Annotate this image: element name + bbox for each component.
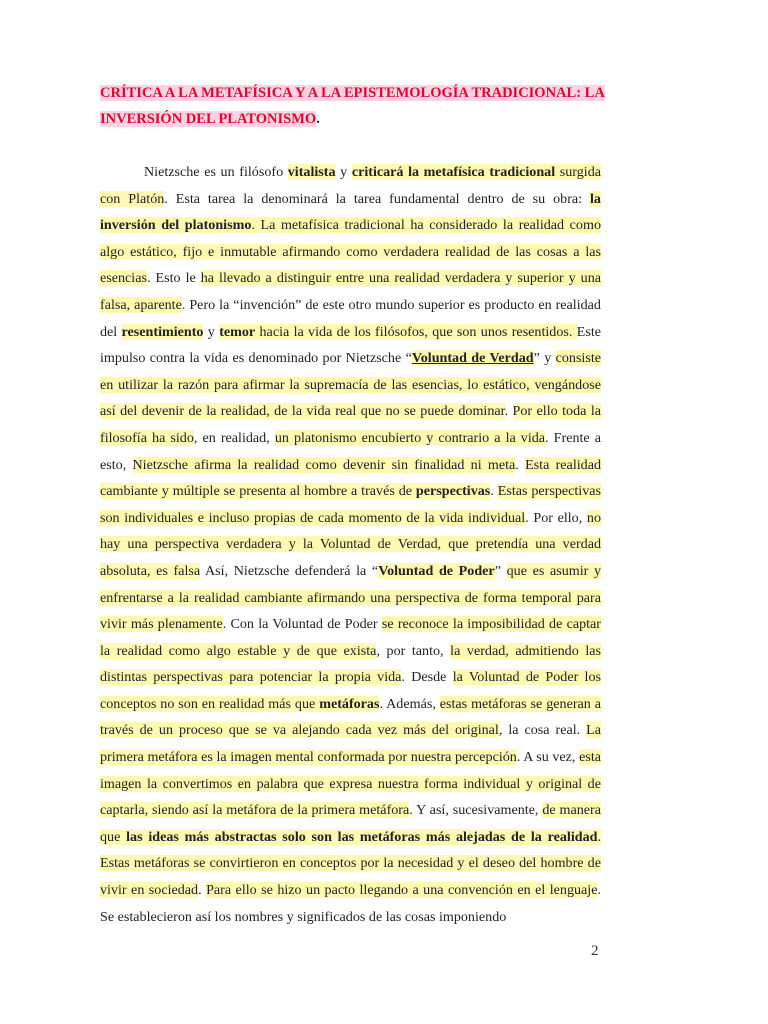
highlighted-text: Por ello toda la filosofía ha sido bbox=[100, 403, 602, 446]
highlighted-text: estas metáforas se generan a través de un proceso que se va alejando cada vez más del original bbox=[100, 695, 601, 739]
highlighted-text: criticará la metafísica tradicional bbox=[351, 164, 556, 180]
section-title bbox=[100, 80, 605, 132]
highlighted-text: Esta realidad cambiante y múltiple se presenta al hombre a través de bbox=[100, 456, 601, 500]
highlighted-text: . Estas metáforas se convirtieron en conceptos por la necesidad y el deseo del hombre de vivir en sociedad bbox=[100, 828, 602, 899]
highlighted-text: vitalista bbox=[287, 164, 336, 180]
text-segment: y bbox=[203, 323, 220, 340]
text-segment: . Esta tarea la denominará la tarea fundamental dentro de su obra: bbox=[164, 190, 591, 207]
page-number: 2 bbox=[591, 943, 599, 959]
text-segment: . Desde bbox=[401, 669, 453, 686]
text-segment: Este impulso contra la vida es denominado por Nietzsche “ bbox=[100, 323, 602, 367]
text-segment: . bbox=[515, 456, 526, 473]
text-segment: y bbox=[335, 164, 352, 180]
text-segment: . Además, bbox=[379, 695, 440, 712]
highlighted-text: ha llevado a distinguir entre una realidad verdadera y superior y una falsa, aparente bbox=[100, 270, 601, 313]
title-line-1: CRÍTICA A LA METAFÍSICA Y A LA EPISTEMOLOGÍA TRADICIONAL: LA bbox=[100, 85, 605, 101]
highlighted-text: las ideas más abstractas solo son las metáforas más alejadas de la realidad bbox=[126, 828, 598, 845]
highlighted-text: Voluntad de Poder bbox=[378, 562, 495, 579]
text-segment: . bbox=[490, 483, 498, 500]
text-segment: . Se establecieron así los nombres y significados de las cosas imponiendo bbox=[100, 882, 601, 925]
text-segment: . Con la Voluntad de Poder bbox=[222, 616, 382, 633]
highlighted-text: de manera que bbox=[100, 802, 601, 845]
highlighted-text: Estas perspectivas son individuales e incluso propias de cada momento de la vida individual bbox=[100, 483, 602, 526]
text-segment: Nietzsche es un filósofo bbox=[144, 164, 288, 180]
highlighted-text: hacia la vida de los filósofos, que son unos resentidos. bbox=[255, 323, 577, 340]
text-segment: , la cosa real. bbox=[498, 722, 587, 739]
text-segment: . bbox=[198, 882, 207, 899]
highlighted-text: . La metafísica tradicional ha considerado la realidad como algo estático, fijo e inmutable afirmando como verdadera realidad de las cosas a las esencias bbox=[100, 217, 601, 287]
title-period: . bbox=[316, 111, 320, 127]
text-segment: . Y así, sucesivamente, bbox=[409, 802, 543, 819]
title-line-2: INVERSIÓN DEL PLATONISMO bbox=[100, 111, 317, 127]
text-segment: . Esto le bbox=[146, 270, 201, 287]
body-paragraph bbox=[100, 159, 601, 930]
text-segment: . Frente a esto, bbox=[100, 429, 601, 473]
highlighted-text: se reconoce la imposibilidad de captar la realidad como algo estable y de que exista bbox=[100, 616, 601, 659]
highlighted-text: un platonismo encubierto y contrario a la vida bbox=[274, 429, 546, 446]
highlighted-text: consiste en utilizar la razón para afirmar la supremacía de las esencias, lo estático, vengándose así del devenir de la realidad, de la vida real que no se puede dominar bbox=[100, 350, 601, 420]
highlighted-text: que es asumir y enfrentarse a la realidad cambiante afirmando una perspectiva de forma temporal para vivir más plenamente bbox=[100, 562, 602, 633]
highlighted-text: perspectivas bbox=[415, 483, 491, 500]
highlighted-text: la Voluntad de Poder los conceptos no son en realidad más que bbox=[100, 669, 601, 712]
text-segment: . A su vez, bbox=[516, 749, 580, 766]
highlighted-text: Voluntad de Verdad bbox=[411, 350, 534, 367]
text-segment: . bbox=[504, 403, 513, 420]
text-segment: . Pero la “invención” de este otro mundo superior es producto en realidad del bbox=[100, 296, 601, 340]
highlighted-text: resentimiento bbox=[121, 323, 204, 340]
text-segment: ” bbox=[494, 562, 507, 579]
text-segment: . Por ello, bbox=[525, 509, 587, 526]
text-segment: , en realidad, bbox=[193, 429, 275, 446]
text-segment: , por tanto, bbox=[376, 642, 451, 659]
text-segment: Así, Nietzsche defenderá la “ bbox=[200, 562, 379, 579]
highlighted-text: la verdad, admitiendo las distintas perspectivas para potenciar la propia vida bbox=[100, 642, 601, 686]
highlighted-text: no hay una perspectiva verdadera y la Voluntad de Verdad, que pretendía una verdad absoluta, es falsa bbox=[100, 509, 601, 579]
highlighted-text: temor bbox=[219, 323, 256, 340]
highlighted-text: metáforas bbox=[319, 695, 380, 712]
highlighted-text: Para ello se hizo un pacto llegando a una convención en el lenguaje bbox=[206, 882, 598, 899]
highlighted-text: esta imagen la convertimos en palabra que expresa nuestra forma individual y original de captarla, siendo así la metáfora de la primera metáfora bbox=[100, 749, 602, 819]
highlighted-text: La primera metáfora es la imagen mental conformada por nuestra percepción bbox=[100, 722, 601, 766]
highlighted-text: la inversión del platonismo bbox=[100, 190, 601, 234]
highlighted-text: surgida con Platón bbox=[100, 164, 602, 207]
text-segment: ” y bbox=[533, 350, 556, 367]
highlighted-text: Nietzsche afirma la realidad como devenir sin finalidad ni meta bbox=[132, 456, 516, 473]
